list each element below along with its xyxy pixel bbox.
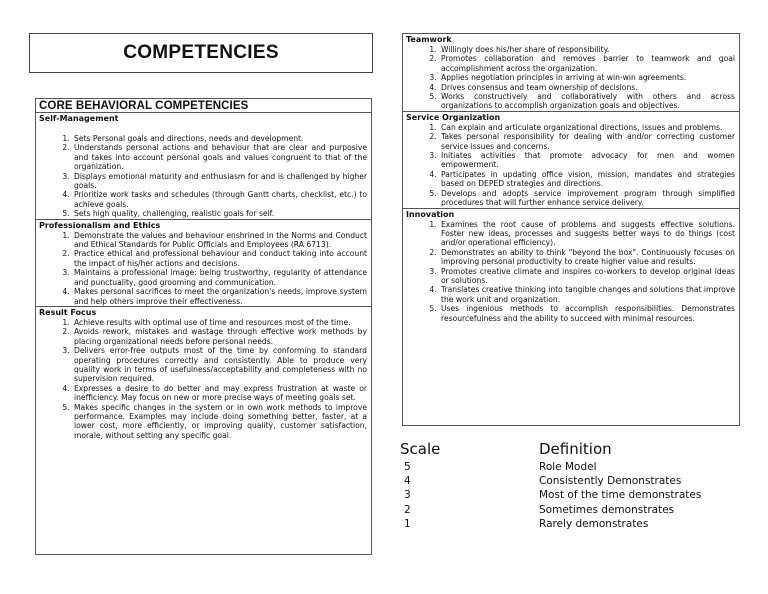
core-competencies-panel bbox=[35, 98, 372, 555]
competency-list bbox=[36, 134, 371, 219]
list-item: 5. Works constructively and collaboratively with others and across organizations to accomplish organization goals and objectives. bbox=[439, 92, 735, 111]
list-item: 2. Takes personal responsibility for dealing with and/or correcting customer service issues and concerns. bbox=[439, 132, 735, 151]
competency-section-innovation bbox=[403, 209, 739, 323]
list-item: 4. Participates in updating office vision, mission, mandates and strategies based on DEPED strategies and directions. bbox=[439, 170, 735, 189]
section-title: Service Organization bbox=[406, 112, 501, 122]
list-item: 1. Demonstrate the values and behaviour enshrined in the Norms and Conduct and Ethical Standards for Public Officials and Employees (RA 6713). bbox=[72, 231, 367, 250]
spacer bbox=[36, 124, 371, 134]
list-item: 5. Makes specific changes in the system or in own work methods to improve performance. Examples may include doing something better, faster, at a lower cost, more efficiently, or improving quality, customer satisfaction, morale, without setting any specific goal. bbox=[72, 403, 367, 441]
list-item: 2. Practice ethical and professional behaviour and conduct taking into account the impact of his/her actions and decisions. bbox=[72, 249, 367, 268]
competency-list bbox=[403, 45, 739, 111]
list-item: 2. Demonstrates an ability to think "beyond the box". Continuously focuses on improving personal productivity to create higher value and results. bbox=[439, 248, 735, 267]
section-title: Professionalism and Ethics bbox=[39, 220, 161, 230]
right-competencies-panel bbox=[402, 33, 740, 426]
section-title: Innovation bbox=[406, 209, 455, 219]
scale-definition: Sometimes demonstrates bbox=[539, 503, 675, 516]
scale-row bbox=[400, 488, 740, 502]
list-item: 3. Delivers error-free outputs most of the time by conforming to standard operating procedures correctly and consistently. Able to produce very quality work in terms of usefulness/acceptability and completeness with no supervision required. bbox=[72, 346, 367, 384]
scale-row bbox=[400, 474, 740, 488]
competency-section-result-focus bbox=[36, 307, 371, 440]
list-item: 1. Willingly does his/her share of responsibility. bbox=[439, 45, 735, 54]
competency-list bbox=[403, 123, 739, 208]
list-item: 3. Displays emotional maturity and enthusiasm for and is challenged by higher goals. bbox=[72, 172, 367, 191]
competency-list bbox=[36, 231, 371, 306]
list-item: 3. Applies negotiation principles in arriving at win-win agreements. bbox=[439, 73, 735, 82]
scale-value: 4 bbox=[404, 475, 411, 488]
list-item: 4. Prioritize work tasks and schedules (through Gantt charts, checklist, etc.) to achieve goals. bbox=[72, 190, 367, 209]
list-item: 4. Translates creative thinking into tangible changes and solutions that improve the work unit and organization. bbox=[439, 285, 735, 304]
competency-section-professionalism-and-ethics bbox=[36, 220, 371, 307]
list-item: 4. Expresses a desire to do better and may express frustration at waste or inefficiency. May focus on new or more precise ways of meeting goals set. bbox=[72, 384, 367, 403]
scale-definition: Rarely demonstrates bbox=[539, 517, 649, 530]
list-item: 1. Examines the root cause of problems and suggests effective solutions. Foster new ideas, processes and suggests better ways to do things (cost and/or operational efficiency). bbox=[439, 220, 735, 248]
scale-header bbox=[400, 440, 740, 458]
section-title: Self-Management bbox=[39, 114, 119, 123]
page-title: COMPETENCIES bbox=[123, 42, 279, 63]
competency-section-teamwork bbox=[403, 34, 739, 112]
list-item: 2. Avoids rework, mistakes and wastage through effective work methods by placing organizational needs before personal needs. bbox=[72, 327, 367, 346]
scale-value: 2 bbox=[404, 503, 411, 516]
scale-value: 5 bbox=[404, 461, 411, 473]
competency-section-service-organization bbox=[403, 112, 739, 209]
list-item: 5. Develops and adopts service improvement program through simplified procedures that will further enhance service delivery. bbox=[439, 189, 735, 208]
scale-definition: Consistently Demonstrates bbox=[539, 475, 682, 488]
scale-definition: Most of the time demonstrates bbox=[539, 489, 702, 502]
list-item: 1. Achieve results with optimal use of time and resources most of the time. bbox=[72, 318, 367, 327]
scale-table bbox=[400, 440, 740, 531]
scale-row bbox=[400, 517, 740, 531]
title-box bbox=[29, 33, 373, 73]
competency-section-self-management bbox=[36, 113, 371, 220]
competency-list bbox=[403, 220, 739, 323]
scale-row bbox=[400, 503, 740, 517]
left-sections bbox=[36, 113, 371, 440]
core-competencies-header: CORE BEHAVIORAL COMPETENCIES bbox=[36, 99, 371, 113]
list-item: 4. Makes personal sacrifices to meet the organization's needs, improve system and help others improve their effectiveness. bbox=[72, 287, 367, 306]
definition-column-heading: Definition bbox=[539, 440, 612, 458]
scale-definition: Role Model bbox=[539, 461, 597, 473]
list-item: 3. Promotes creative climate and inspires co-workers to develop original ideas or solutions. bbox=[439, 267, 735, 286]
right-sections bbox=[403, 34, 739, 323]
scale-value: 3 bbox=[404, 489, 411, 502]
list-item: 3. Initiates activities that promote advocacy for men and women empowerment. bbox=[439, 151, 735, 170]
scale-row bbox=[400, 460, 740, 474]
list-item: 2. Promotes collaboration and removes barrier to teamwork and goal accomplishment across the organization. bbox=[439, 54, 735, 73]
list-item: 5. Uses ingenious methods to accomplish responsibilities. Demonstrates resourcefulness and the ability to succeed with minimal resources. bbox=[439, 304, 735, 323]
list-item: 5. Sets high quality, challenging, realistic goals for self. bbox=[72, 209, 367, 218]
scale-column-heading: Scale bbox=[400, 440, 441, 458]
list-item: 1. Sets Personal goals and directions, needs and development. bbox=[72, 134, 367, 143]
section-title: Teamwork bbox=[406, 35, 452, 44]
scale-value: 1 bbox=[404, 517, 411, 530]
list-item: 3. Maintains a professional image: being trustworthy, regularity of attendance and punctuality, good grooming and communication. bbox=[72, 268, 367, 287]
section-title: Result Focus bbox=[39, 307, 97, 317]
scale-rows bbox=[400, 460, 740, 531]
competency-list bbox=[36, 318, 371, 440]
list-item: 1. Can explain and articulate organizational directions, issues and problems. bbox=[439, 123, 735, 132]
list-item: 4. Drives consensus and team ownership of decisions. bbox=[439, 83, 735, 92]
list-item: 2. Understands personal actions and behaviour that are clear and purposive and takes into account personal goals and values congruent to that of the organization. bbox=[72, 143, 367, 171]
